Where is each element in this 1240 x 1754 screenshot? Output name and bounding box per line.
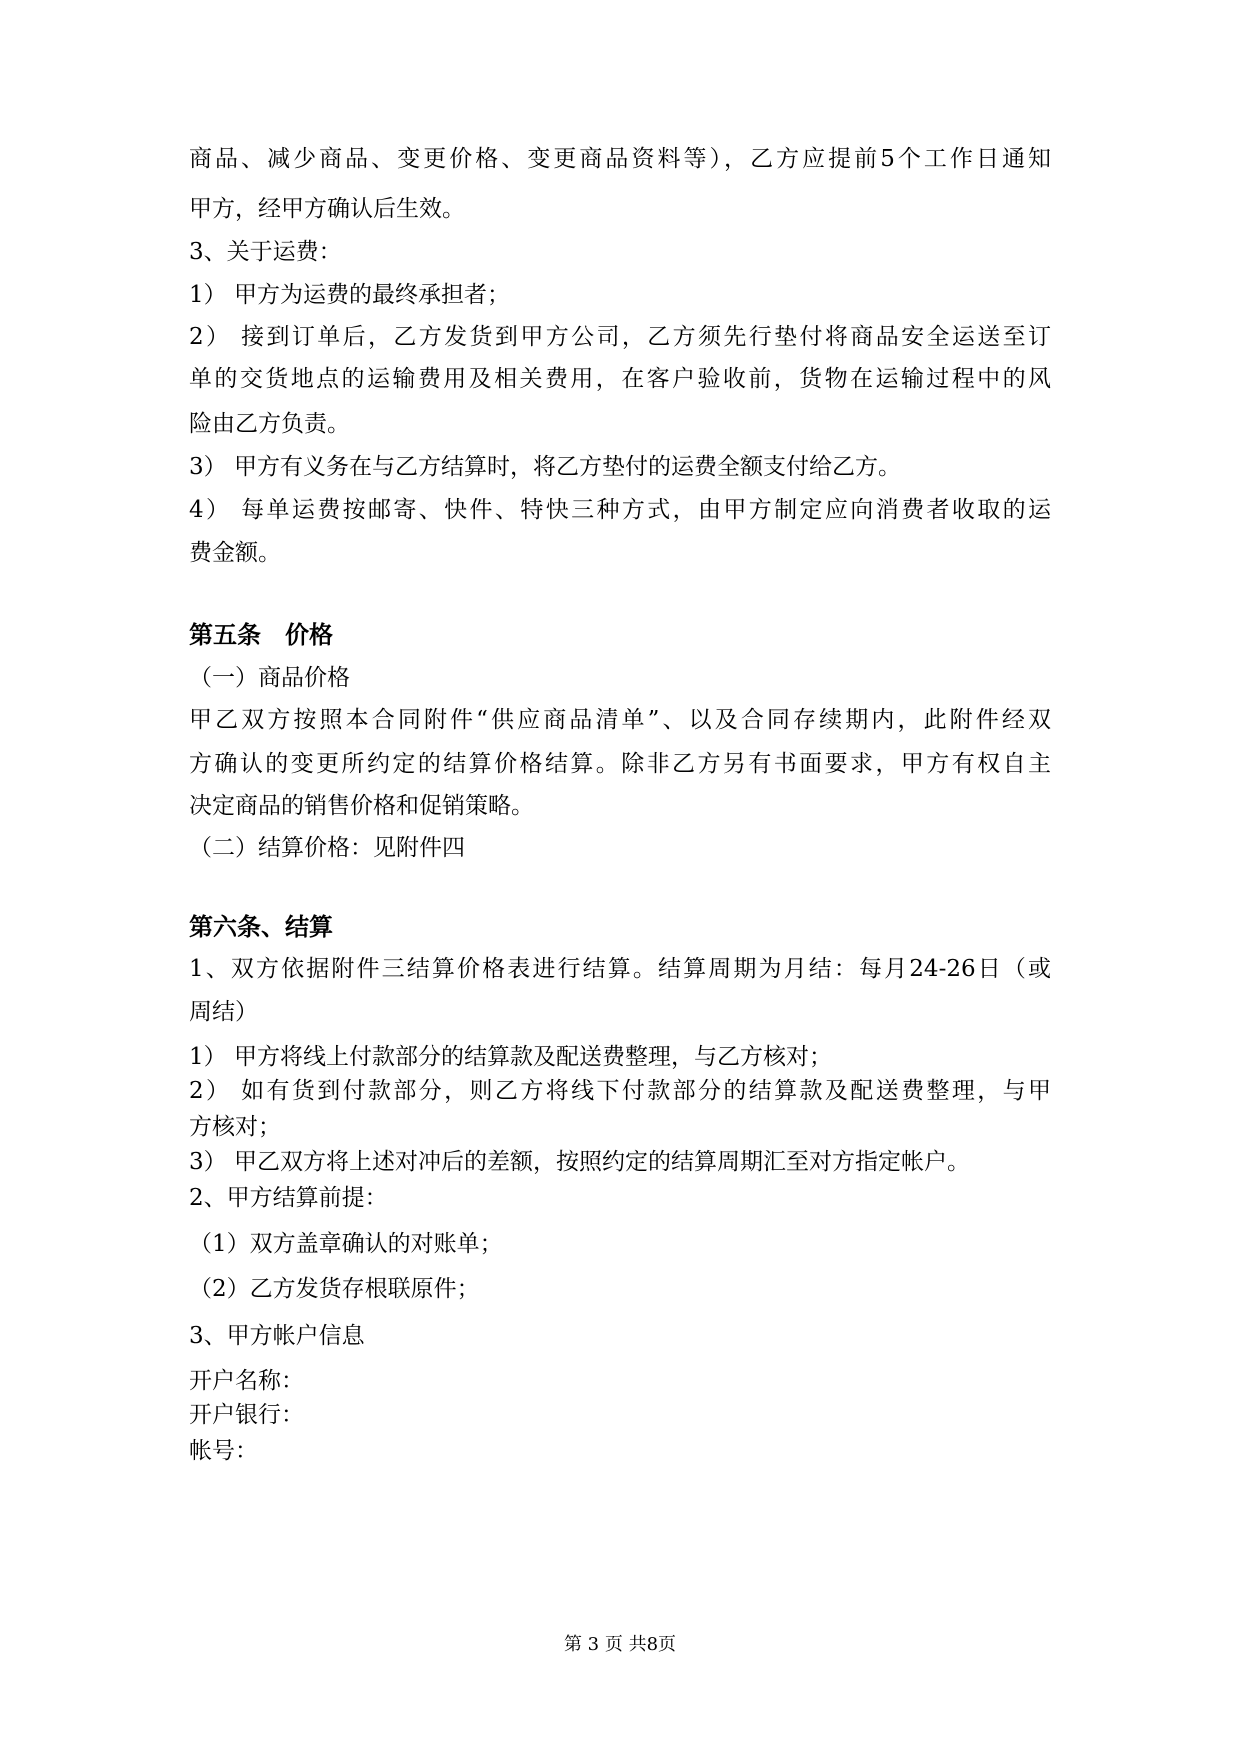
account-field-label: 开户银行： [189, 1402, 304, 1428]
body-line: 周结） [189, 999, 258, 1025]
list-item: 2） 如有货到付款部分，则乙方将线下付款部分的结算款及配送费整理，与甲 [189, 1078, 1051, 1104]
body-line: 方确认的变更所约定的结算价格结算。除非乙方另有书面要求，甲方有权自主 [189, 751, 1051, 777]
list-item: （2）乙方发货存根联原件； [189, 1276, 480, 1302]
body-line: 甲方，经甲方确认后生效。 [189, 196, 465, 222]
page-footer: 第 3 页 共8页 [563, 1634, 677, 1655]
account-field-label: 开户名称： [189, 1368, 304, 1394]
clause-item: 3、关于运费： [189, 239, 342, 265]
section-heading: 第五条 价格 [189, 621, 333, 649]
list-item: 4） 每单运费按邮寄、快件、特快三种方式，由甲方制定应向消费者收取的运 [189, 497, 1051, 523]
body-line: 方核对； [189, 1114, 281, 1140]
clause-item: 3、甲方帐户信息 [189, 1323, 365, 1349]
body-line: 商品、减少商品、变更价格、变更商品资料等），乙方应提前5个工作日通知 [189, 146, 1051, 172]
body-line: 单的交货地点的运输费用及相关费用，在客户验收前，货物在运输过程中的风 [189, 366, 1051, 392]
body-line: 费金额。 [189, 540, 281, 566]
list-item: 1） 甲方将线上付款部分的结算款及配送费整理，与乙方核对； [189, 1044, 832, 1070]
body-line: 险由乙方负责。 [189, 411, 350, 437]
clause-item: 2、甲方结算前提： [189, 1185, 388, 1211]
clause-item: 1、双方依据附件三结算价格表进行结算。结算周期为月结：每月24-26日（或 [189, 956, 1051, 982]
list-item: 3） 甲方有义务在与乙方结算时，将乙方垫付的运费全额支付给乙方。 [189, 454, 901, 480]
list-item: （1）双方盖章确认的对账单； [189, 1231, 503, 1257]
account-field-label: 帐号： [189, 1438, 258, 1464]
list-item: 1） 甲方为运费的最终承担者； [189, 282, 510, 308]
list-item: 3） 甲乙双方将上述对冲后的差额，按照约定的结算周期汇至对方指定帐户。 [189, 1149, 970, 1175]
subsection-heading: （一）商品价格 [189, 665, 350, 691]
section-heading: 第六条、结算 [189, 913, 333, 941]
body-line: 决定商品的销售价格和促销策略。 [189, 793, 534, 819]
body-line: 甲乙双方按照本合同附件“供应商品清单”、以及合同存续期内，此附件经双 [189, 707, 1051, 733]
list-item: 2） 接到订单后，乙方发货到甲方公司，乙方须先行垫付将商品安全运送至订 [189, 324, 1051, 350]
subsection-heading: （二）结算价格：见附件四 [189, 835, 465, 861]
